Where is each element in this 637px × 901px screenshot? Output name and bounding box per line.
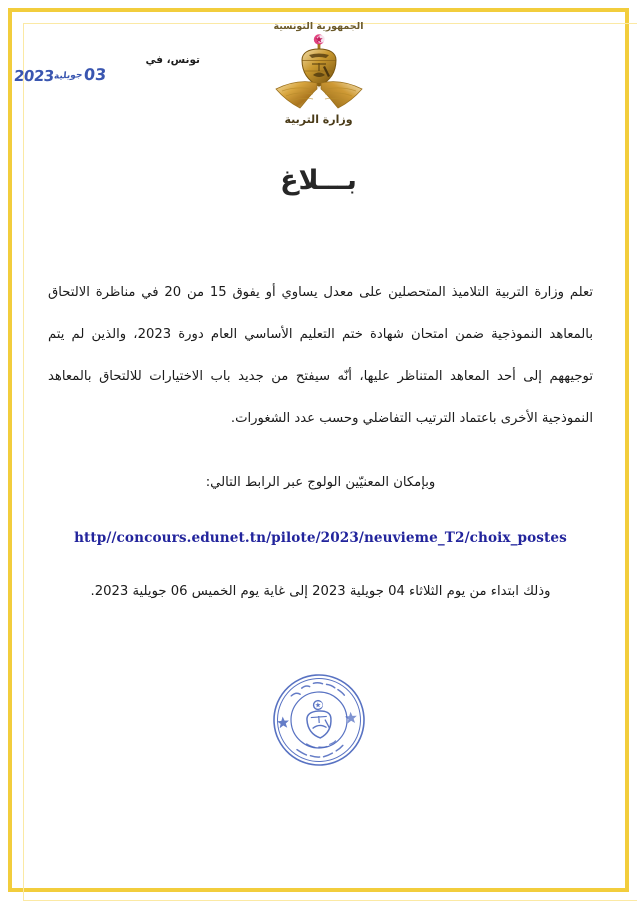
ministry-logo-block (239, 22, 399, 126)
tunisian-emblem-icon (264, 33, 374, 111)
ministry-name-caption: وزارة التربية (284, 113, 353, 127)
announcement-main-paragraph: تعلم وزارة التربية التلاميذ المتحصلين على معدل يساوي أو يفوق 15 من 20 في مناظرة الالتحاق بالمعاهد النموذجية ضمن امتحان شهادة ختم التعليم الأساسي العام دورة 2023، والذين لم يتم توجيههم إلى أحد المعاهد المتناظر عليها، أنّه سيفتح من جديد باب الاختيارات للالتحاق بالمعاهد النموذجية الأخرى باعتماد الترتيب التفاضلي وحسب عدد الشغورات. (48, 285, 593, 426)
page-title: بـــلاغ (280, 165, 357, 196)
availability-period-paragraph: وذلك ابتداء من يوم الثلاثاء 04 جويلية 2023 إلى غاية يوم الخميس 06 جويلية 2023. (90, 584, 551, 599)
place-and-date-block (13, 52, 228, 92)
date-ink-stamp (12, 64, 132, 90)
stamp-month: جويلية (53, 70, 83, 82)
place-label: تونس، في (145, 54, 200, 66)
document-body (48, 272, 593, 612)
document-header (0, 0, 637, 240)
stamp-year: 2023 (13, 67, 55, 85)
republic-calligraphy-line: الجمهورية التونسية (273, 21, 364, 32)
access-instruction-paragraph: وبإمكان المعنيّين الولوج عبر الرابط التالي: (205, 475, 436, 490)
registration-link[interactable]: http//concours.edunet.tn/pilote/2023/neuvieme_T2/choix_postes (74, 530, 567, 546)
stamp-day: 03 (83, 65, 108, 84)
official-round-ink-stamp (263, 664, 374, 775)
